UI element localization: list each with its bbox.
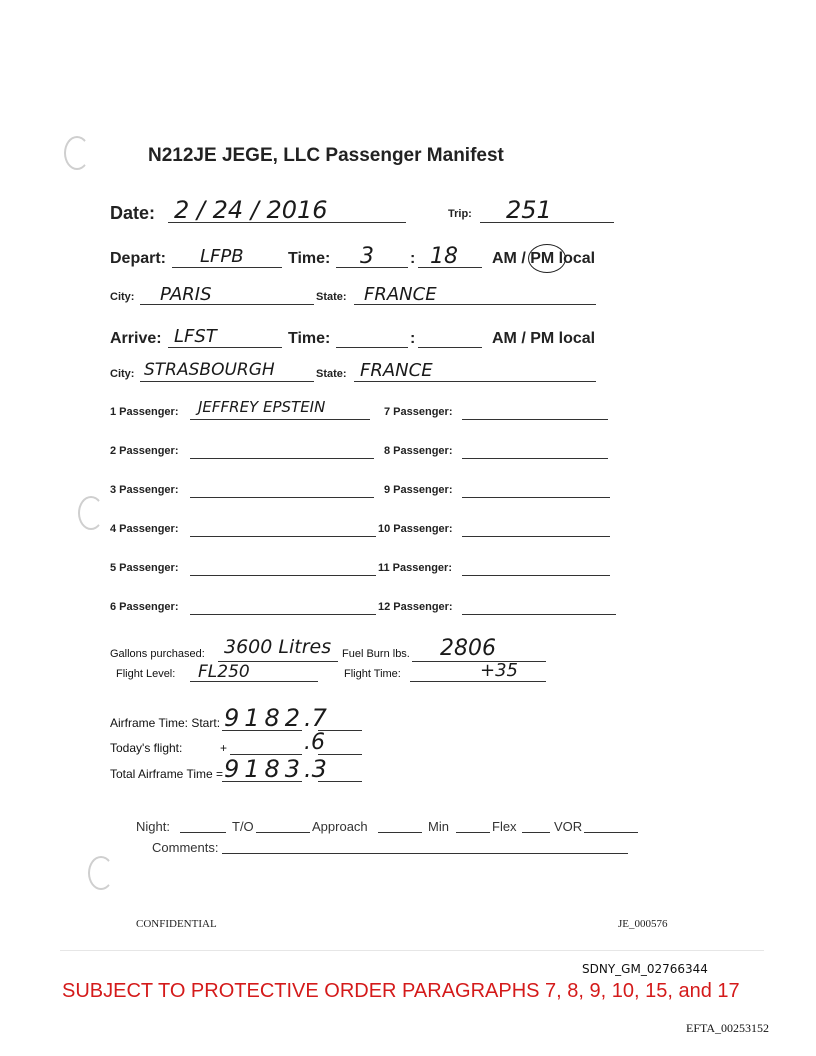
comments-label: Comments: <box>152 840 219 855</box>
total-airframe-value: 9183 <box>224 755 306 783</box>
depart-label: Depart: <box>110 250 167 267</box>
confidential-label: CONFIDENTIAL <box>136 918 217 930</box>
punch-hole-middle <box>78 496 104 530</box>
arrive-time-minute-line <box>418 347 482 348</box>
min-line <box>456 832 490 833</box>
todays-flight-label: Today's flight: <box>110 741 183 755</box>
passenger-1-label: 1 Passenger: <box>110 406 179 418</box>
to-label: T/O <box>232 819 254 834</box>
sdny-bates-number: SDNY_GM_02766344 <box>582 962 708 976</box>
todays-flight-plus: + <box>220 741 228 755</box>
depart-state-label: State: <box>316 291 347 303</box>
night-line <box>180 832 226 833</box>
fuel-burn-label: Fuel Burn lbs. <box>342 648 410 660</box>
passenger-3-label: 3 Passenger: <box>110 484 179 496</box>
trip-label: Trip: <box>448 208 472 220</box>
passenger-1-name: JEFFREY EPSTEIN <box>198 398 326 416</box>
passenger-5-line <box>190 575 376 576</box>
arrive-state-label: State: <box>316 368 347 380</box>
airframe-start-label: Airframe Time: Start: <box>110 716 221 730</box>
passenger-3-line <box>190 497 374 498</box>
total-airframe-decimal: .3 <box>304 755 327 783</box>
pm-circle <box>528 244 566 273</box>
punch-hole-bottom <box>88 856 114 890</box>
min-label: Min <box>428 819 449 834</box>
punch-hole-top <box>64 136 90 170</box>
to-line <box>256 832 310 833</box>
arrive-city-label: City: <box>110 368 135 380</box>
passenger-5-label: 5 Passenger: <box>110 562 179 574</box>
depart-time-minute: 18 <box>430 244 458 269</box>
total-airframe-label: Total Airframe Time = <box>110 767 224 781</box>
arrive-state-value: FRANCE <box>360 360 433 381</box>
passenger-2-line <box>190 458 374 459</box>
flight-level-value: FL250 <box>198 662 250 682</box>
approach-label: Approach <box>312 819 368 834</box>
passenger-9-label: 9 Passenger: <box>384 484 453 496</box>
arrive-line <box>168 347 282 348</box>
depart-ampm-local: AM / PM local <box>492 250 596 267</box>
approach-line <box>378 832 422 833</box>
flight-level-label: Flight Level: <box>116 668 176 680</box>
arrive-city-line <box>140 381 314 382</box>
vor-label: VOR <box>554 819 583 834</box>
passenger-7-line <box>462 419 608 420</box>
date-value: 2 / 24 / 2016 <box>174 196 328 224</box>
passenger-4-label: 4 Passenger: <box>110 523 179 535</box>
comments-line <box>222 853 628 854</box>
je-bates-number: JE_000576 <box>618 918 668 930</box>
passenger-12-label: 12 Passenger: <box>378 601 453 613</box>
passenger-8-label: 8 Passenger: <box>384 445 453 457</box>
passenger-6-line <box>190 614 376 615</box>
arrive-time-label: Time: <box>288 330 331 347</box>
todays-flight-decimal: .6 <box>304 730 325 755</box>
flight-time-line <box>410 681 546 682</box>
arrive-time-colon: : <box>410 330 416 347</box>
depart-state-value: FRANCE <box>364 284 437 305</box>
depart-time-colon: : <box>410 250 416 267</box>
total-airframe-decimal-line <box>318 781 362 782</box>
depart-time-label: Time: <box>288 250 331 267</box>
passenger-4-line <box>190 536 376 537</box>
depart-city-value: PARIS <box>160 284 212 305</box>
airframe-start-decimal: .7 <box>304 704 327 732</box>
passenger-10-line <box>462 536 610 537</box>
flight-time-label: Flight Time: <box>344 668 401 680</box>
date-label: Date: <box>110 203 156 223</box>
fuel-burn-line <box>412 661 546 662</box>
arrive-value: LFST <box>174 326 217 347</box>
efta-number: EFTA_00253152 <box>686 1021 770 1035</box>
arrive-label: Arrive: <box>110 330 162 347</box>
passenger-1-line <box>190 419 370 420</box>
flex-line <box>522 832 550 833</box>
airframe-start-value: 9182 <box>224 704 306 732</box>
passenger-11-line <box>462 575 610 576</box>
depart-value: LFPB <box>200 246 244 267</box>
depart-city-label: City: <box>110 291 135 303</box>
gallons-value: 3600 Litres <box>224 636 332 658</box>
passenger-12-line <box>462 614 616 615</box>
gallons-label: Gallons purchased: <box>110 648 205 660</box>
arrive-time-hour-line <box>336 347 408 348</box>
passenger-9-line <box>462 497 610 498</box>
passenger-7-label: 7 Passenger: <box>384 406 453 418</box>
vor-line <box>584 832 638 833</box>
protective-order-stamp: SUBJECT TO PROTECTIVE ORDER PARAGRAPHS 7, 8, 9, 10, 15, and 17 <box>62 980 740 1002</box>
depart-time-hour: 3 <box>360 244 374 269</box>
passenger-8-line <box>462 458 608 459</box>
arrive-ampm-local: AM / PM local <box>492 330 596 347</box>
page-bottom-edge <box>60 950 764 951</box>
passenger-6-label: 6 Passenger: <box>110 601 179 613</box>
flight-time-value: +35 <box>480 660 518 681</box>
form-title: N212JE JEGE, LLC Passenger Manifest <box>148 145 504 166</box>
fuel-burn-value: 2806 <box>440 636 496 661</box>
arrive-state-line <box>354 381 596 382</box>
depart-line <box>172 267 282 268</box>
passenger-10-label: 10 Passenger: <box>378 523 453 535</box>
arrive-city-value: STRASBOURGH <box>144 360 275 380</box>
trip-value: 251 <box>506 196 552 224</box>
flex-label: Flex <box>492 819 517 834</box>
night-label: Night: <box>136 819 170 834</box>
passenger-2-label: 2 Passenger: <box>110 445 179 457</box>
passenger-11-label: 11 Passenger: <box>378 562 452 574</box>
